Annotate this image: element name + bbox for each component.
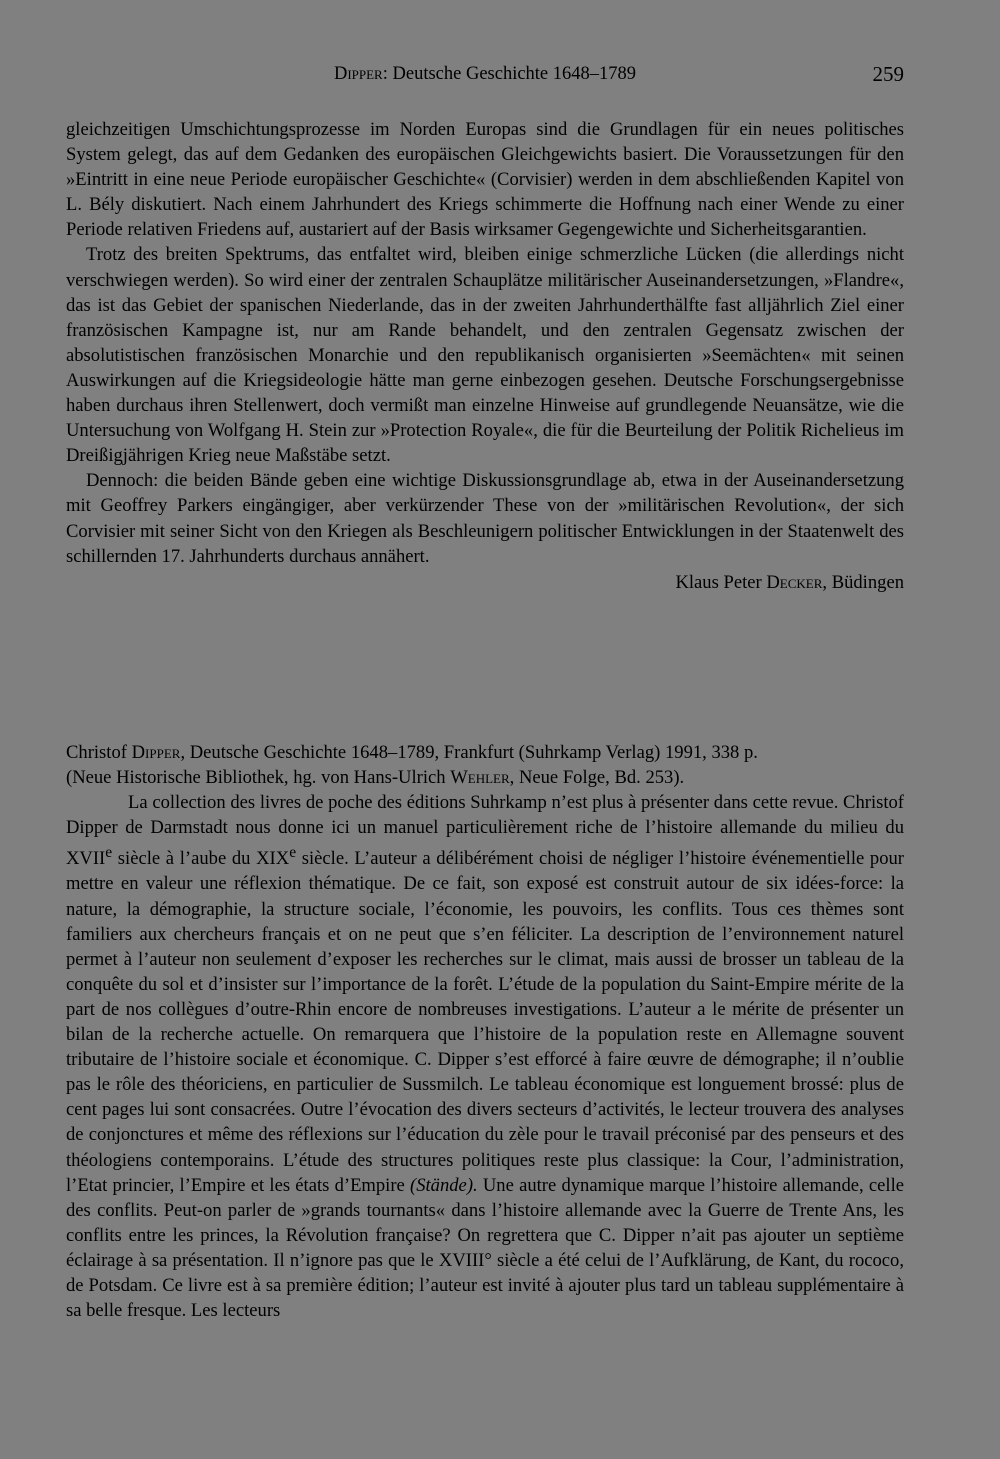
bib-author: Dipper <box>131 742 181 763</box>
paragraph: Dennoch: die beiden Bände geben eine wichtige Diskussionsgrundlage ab, etwa in der Auseinandersetzung mit Geoffrey Parkers eingängiger, aber verkürzender These von der »militärischen Revolution«, der sich Corvisier mit seiner Sicht von den Kriegen als Beschleunigern politischer Entwicklungen in der Staatenwelt des schillernden 17. Jahrhunderts durchaus annähert. <box>66 470 904 567</box>
review-dipper <box>66 790 904 1323</box>
running-title <box>66 60 904 88</box>
bib-editor: Wehler <box>450 767 510 789</box>
bib-text: Christof <box>66 742 132 763</box>
running-title-text: : Deutsche Geschichte 1648–1789 <box>382 64 637 84</box>
bibliographic-entry <box>66 740 904 790</box>
paragraph: Trotz des breiten Spektrums, das entfaltet wird, bleiben einige schmerzliche Lücken (die allerdings nicht verschwiegen werden). So wird einer der zentralen Schauplätze militärischer Auseinandersetzungen, »Flandre«, das ist das Gebiet der spanischen Niederlande, das in der zweiten Jahrhunderthälfte fast alljährlich Ziel einer französischen Kampagne ist, nur am Rande behandelt, und den zentralen Gegensatz zwischen der absolutistischen französischen Monarchie und den republikanisch organisierten »Seemächten« mit seinen Auswirkungen auf die Kriegsideologie hätte man gerne einbezogen gesehen. Deutsche Forschungsergebnisse haben durchaus ihren Stellenwert, doch vermißt man einzelne Hinweise auf grundlegende Neuansätze, wie die Untersuchung von Wolfgang H. Stein zur »Protection Royale«, die für die Beurteilung der Politik Richelieus im Dreißigjährigen Krieg neue Maßstäbe setzt. <box>66 244 904 467</box>
reviewer-signature <box>66 570 904 595</box>
bib-text: , Neue Folge, Bd. 253). <box>509 767 685 789</box>
text-run: siècle à l’aube du XIX <box>112 848 290 870</box>
text-run: La collection des livres de poche des éditions Suhrkamp n’est plus à présenter dans cette revue. Christof Dipper de Darmstadt nous donne ici un manuel particulièrement riche de l’histoire allemande du milieu du XVII <box>66 792 904 870</box>
reviewer-name: Klaus Peter <box>675 571 767 593</box>
text-run: Une autre dynamique marque l’histoire allemande, celle des conflits. Peut-on parler de »grands tournants« dans l’histoire allemande avec la Guerre de Trente Ans, les conflits entre les princes, la Révolution française? On regrettera que C. Dipper n’ait pas ajouter un septième éclairage à sa présentation. Il n’ignore pas que le XVIII° siècle a été celui de l’Aufklärung, de Kant, du rococo, de Potsdam. Ce livre est à sa première édition; l’auteur est invité à ajouter plus tard un tableau supplémentaire à sa belle fresque. Les lecteurs <box>66 1174 904 1322</box>
reviewer-surname: Decker <box>766 571 823 593</box>
bibliographic-line <box>66 740 904 765</box>
bib-text: , Deutsche Geschichte 1648–1789, Frankfurt (Suhrkamp Verlag) 1991, 338 p. <box>180 742 758 763</box>
paragraph: gleichzeitigen Umschichtungsprozesse im Norden Europas sind die Grundlagen für ein neues politisches System gelegt, das auf dem Gedanken des europäischen Gleichgewichts basiert. Die Voraussetzungen für den »Eintritt in eine neue Periode europäischer Geschichte« (Corvisier) werden in dem abschließenden Kapitel von L. Bély diskutiert. Nach einem Jahrhundert des Kriegs schimmerte die Hoffnung nach einer Wende zu einer Periode relativen Friedens auf, austariert auf der Basis wirksamer Gegengewichte und Sicherheitsgarantien. <box>66 119 904 241</box>
bib-text: (Neue Historische Bibliothek, hg. von Hans-Ulrich <box>66 767 451 789</box>
text-run: siècle. L’auteur a délibérément choisi de négliger l’histoire événementielle pour mettre en valeur une réflexion thématique. De ce fait, son exposé est construit autour de six idées-force: la nature, la démographie, la structure sociale, l’économie, les pouvoirs, les conflits. Tous ces thèmes sont familiers aux chercheurs français et on ne peut que s’en féliciter. La description de l’environnement naturel permet à l’auteur non seulement d’exposer les recherches sur le climat, mais aussi de brosser un tableau de la conquête du sol et d’insister sur l’importance de la forêt. L’étude de la population du Saint-Empire mérite de la part de nos collègues d’outre-Rhin encore de nombreuses investigations. L’auteur a le mérite de présenter un bilan de la recherche actuelle. On remarquera que l’histoire de la population reste en Allemagne souvent tributaire de l’histoire sociale et économique. C. Dipper s’est efforcé à faire œuvre de démographe; il n’oublie pas le rôle des théoriciens, en particulier de Sussmilch. Le tableau économique est longuement brossé: plus de cent pages lui sont consacrées. Outre l’évocation des divers secteurs d’activités, le lecteur trouvera des analyses de conjonctures et même des réflexions sur l’éducation du zèle pour le travail préconisé par des penseurs et des théologiens contemporains. L’étude des structures politiques reste plus classique: la Cour, l’administration, l’Etat princier, l’Empire et les états d’Empire <box>66 848 905 1196</box>
reviewer-place: , Büdingen <box>822 571 904 593</box>
paragraph <box>66 790 904 1323</box>
superscript: e <box>105 844 113 862</box>
bibliographic-line <box>66 765 904 790</box>
page-number: 259 <box>872 62 904 86</box>
running-head <box>66 60 904 88</box>
running-title-author: Dipper <box>333 64 383 84</box>
superscript: e <box>289 844 297 862</box>
emphasis: (Stände). <box>410 1174 478 1196</box>
review-decker <box>66 117 904 595</box>
